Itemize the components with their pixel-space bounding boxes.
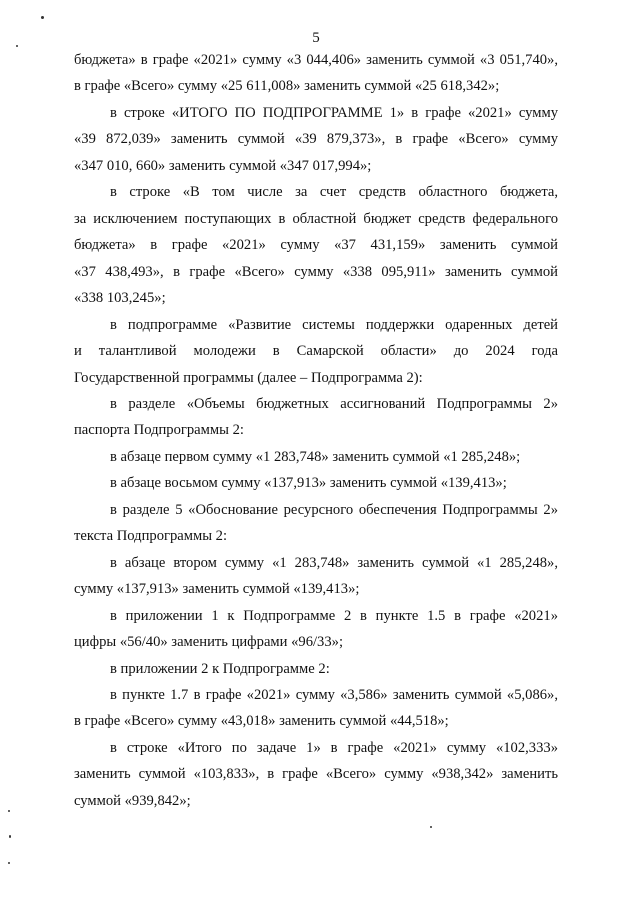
text-line: в подпрограмме «Развитие системы поддержки одаренных детей	[110, 317, 558, 333]
text-line: текста Подпрограммы 2:	[74, 528, 228, 544]
scan-speck	[41, 16, 44, 19]
text-line: «338 103,245»;	[74, 290, 166, 306]
text-line: в приложении 2 к Подпрограмме 2:	[110, 661, 330, 677]
text-line: паспорта Подпрограммы 2:	[74, 422, 244, 438]
scan-speck	[9, 835, 11, 838]
page-number: 5	[312, 30, 320, 46]
text-line: в графе «Всего» сумму «43,018» заменить суммой «44,518»;	[74, 713, 449, 729]
scan-speck	[8, 862, 10, 864]
text-line: суммой «939,842»;	[74, 793, 191, 809]
text-line: в разделе 5 «Обоснование ресурсного обеспечения Подпрограммы 2»	[110, 502, 558, 518]
text-line: «347 010, 660» заменить суммой «347 017,994»;	[74, 158, 372, 174]
text-line: в строке «ИТОГО ПО ПОДПРОГРАММЕ 1» в графе «2021» сумму	[110, 105, 558, 121]
text-line: бюджета» в графе «2021» сумму «37 431,159» заменить суммой	[74, 237, 558, 253]
text-line: Государственной программы (далее – Подпрограмма 2):	[74, 370, 423, 386]
scan-speck	[16, 45, 18, 47]
text-line: в пункте 1.7 в графе «2021» сумму «3,586» заменить суммой «5,086»,	[110, 687, 558, 703]
scan-speck	[8, 810, 10, 812]
text-line: в абзаце восьмом сумму «137,913» заменить суммой «139,413»;	[110, 475, 507, 491]
text-line: в строке «Итого по задаче 1» в графе «2021» сумму «102,333»	[110, 740, 558, 756]
text-line: «39 872,039» заменить суммой «39 879,373», в графе «Всего» сумму	[74, 131, 558, 147]
text-line: сумму «137,913» заменить суммой «139,413»;	[74, 581, 360, 597]
text-line: в разделе «Объемы бюджетных ассигнований Подпрограммы 2»	[110, 396, 558, 412]
text-line: «37 438,493», в графе «Всего» сумму «338 095,911» заменить суммой	[74, 264, 558, 280]
text-line: в графе «Всего» сумму «25 611,008» заменить суммой «25 618,342»;	[74, 78, 500, 94]
text-line: в абзаце втором сумму «1 283,748» заменить суммой «1 285,248»,	[110, 555, 558, 571]
text-line: за исключением поступающих в областной бюджет средств федерального	[74, 211, 558, 227]
text-line: заменить суммой «103,833», в графе «Всего» сумму «938,342» заменить	[74, 766, 558, 782]
text-line: в абзаце первом сумму «1 283,748» заменить суммой «1 285,248»;	[110, 449, 521, 465]
text-line: в приложении 1 к Подпрограмме 2 в пункте 1.5 в графе «2021»	[110, 608, 558, 624]
text-line: и талантливой молодежи в Самарской области» до 2024 года	[74, 343, 558, 359]
text-line: в строке «В том числе за счет средств областного бюджета,	[110, 184, 558, 200]
text-line: цифры «56/40» заменить цифрами «96/33»;	[74, 634, 344, 650]
scan-speck	[430, 826, 432, 828]
text-line: бюджета» в графе «2021» сумму «3 044,406» заменить суммой «3 051,740»,	[74, 52, 558, 68]
